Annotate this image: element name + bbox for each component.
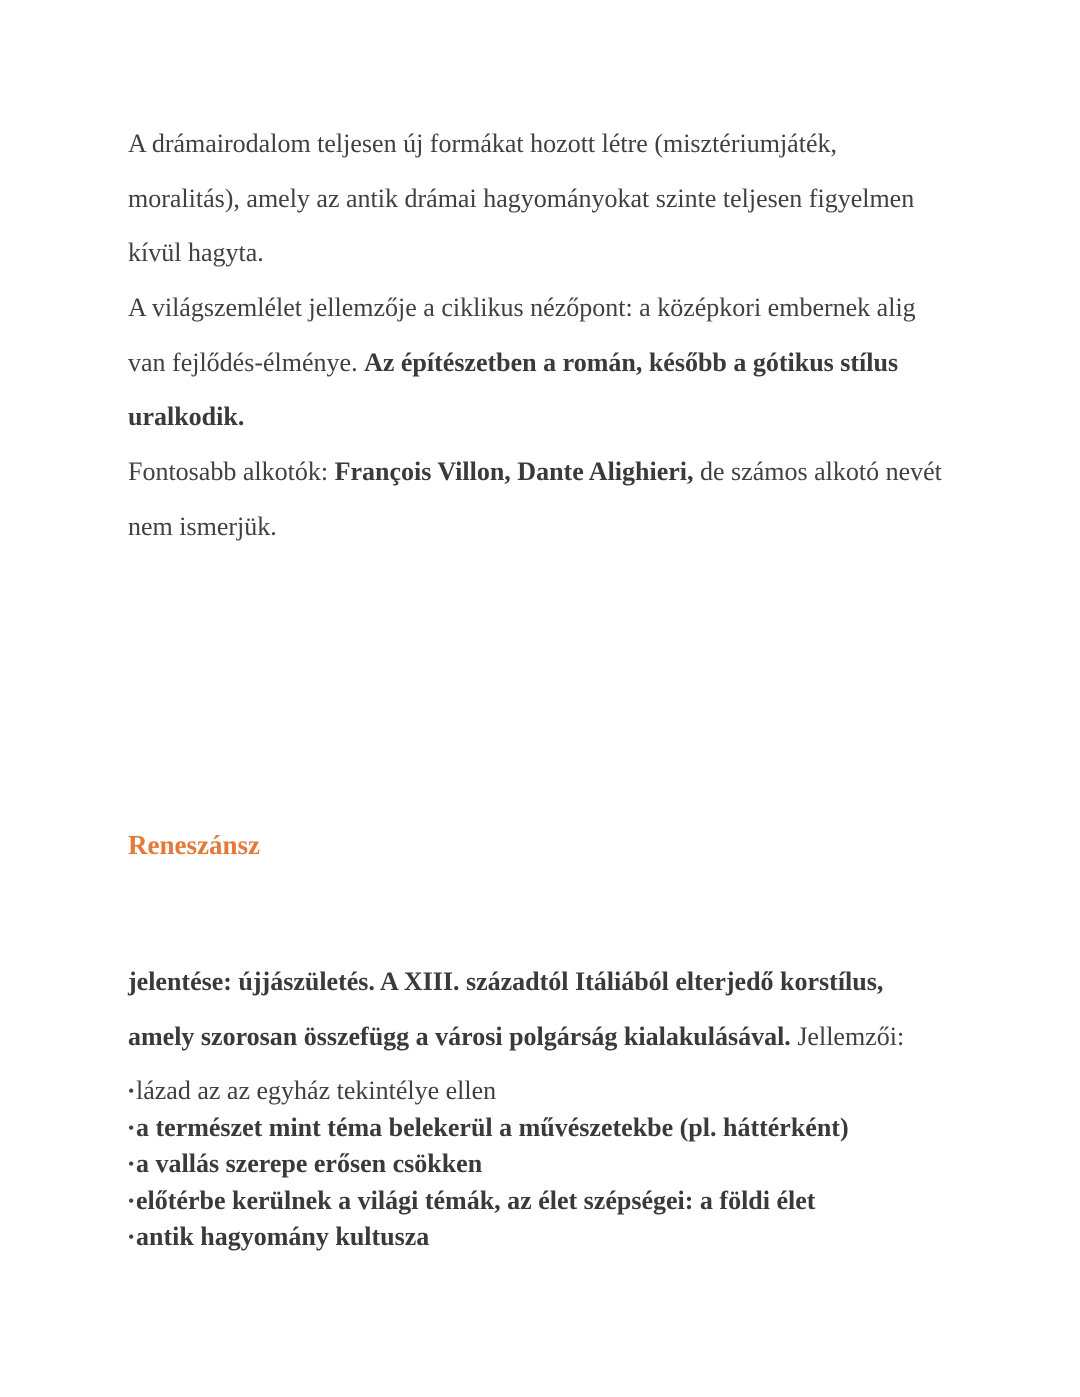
- characteristics-list: [128, 1073, 948, 1256]
- paragraph-authors: [128, 445, 948, 554]
- paragraph-authors-names: François Villon, Dante Alighieri,: [334, 457, 694, 486]
- paragraph-authors-lead: Fontosabb alkotók:: [128, 457, 335, 486]
- bullet-icon: •: [128, 1227, 135, 1248]
- list-item: [128, 1110, 948, 1147]
- paragraph-authors-tail: de számos alkotó nevét nem ismerjük.: [128, 457, 942, 541]
- list-item-text: előtérbe kerülnek a világi témák, az élet szépségei: a földi élet: [136, 1185, 816, 1215]
- list-item: [128, 1146, 948, 1183]
- list-item-text: antik hagyomány kultusza: [136, 1222, 430, 1252]
- paragraph-drama-text: A drámairodalom teljesen új formákat hozott létre (misztériumjáték, moralitás), amely az antik drámai hagyományokat szinte teljesen figyelmen kívül hagyta.: [128, 129, 915, 267]
- bullet-icon: •: [128, 1117, 135, 1138]
- section-heading-reneszansz: Reneszánsz: [128, 830, 260, 860]
- list-item-text: a vallás szerepe erősen csökken: [136, 1149, 483, 1179]
- bullet-icon: •: [128, 1081, 135, 1101]
- list-item-text: a természet mint téma belekerül a művészetekbe (pl. háttérként): [136, 1112, 849, 1142]
- paragraph-drama: [128, 117, 948, 281]
- paragraph-worldview-bold: Az építészetben a román, később a gótikus stílus uralkodik.: [128, 347, 899, 431]
- paragraph-worldview-text: A világszemlélet jellemzője a ciklikus nézőpont: a középkori embernek alig van fejlődés-élménye.: [128, 293, 916, 377]
- paragraph-renaissance-intro: [128, 955, 948, 1064]
- paragraph-worldview: [128, 281, 948, 445]
- bullet-icon: •: [128, 1154, 135, 1175]
- paragraph-renaissance-intro-tail: Jellemzői:: [790, 1021, 905, 1051]
- bullet-icon: •: [128, 1190, 135, 1211]
- list-item: [128, 1073, 948, 1110]
- list-item-text: lázad az az egyház tekintélye ellen: [136, 1076, 497, 1105]
- list-item: [128, 1183, 948, 1220]
- paragraph-renaissance-intro-bold: jelentése: újjászületés. A XIII. századtól Itáliából elterjedő korstílus, amely szorosan összefügg a városi polgárság kialakulásával.: [128, 967, 884, 1051]
- list-item: [128, 1219, 948, 1256]
